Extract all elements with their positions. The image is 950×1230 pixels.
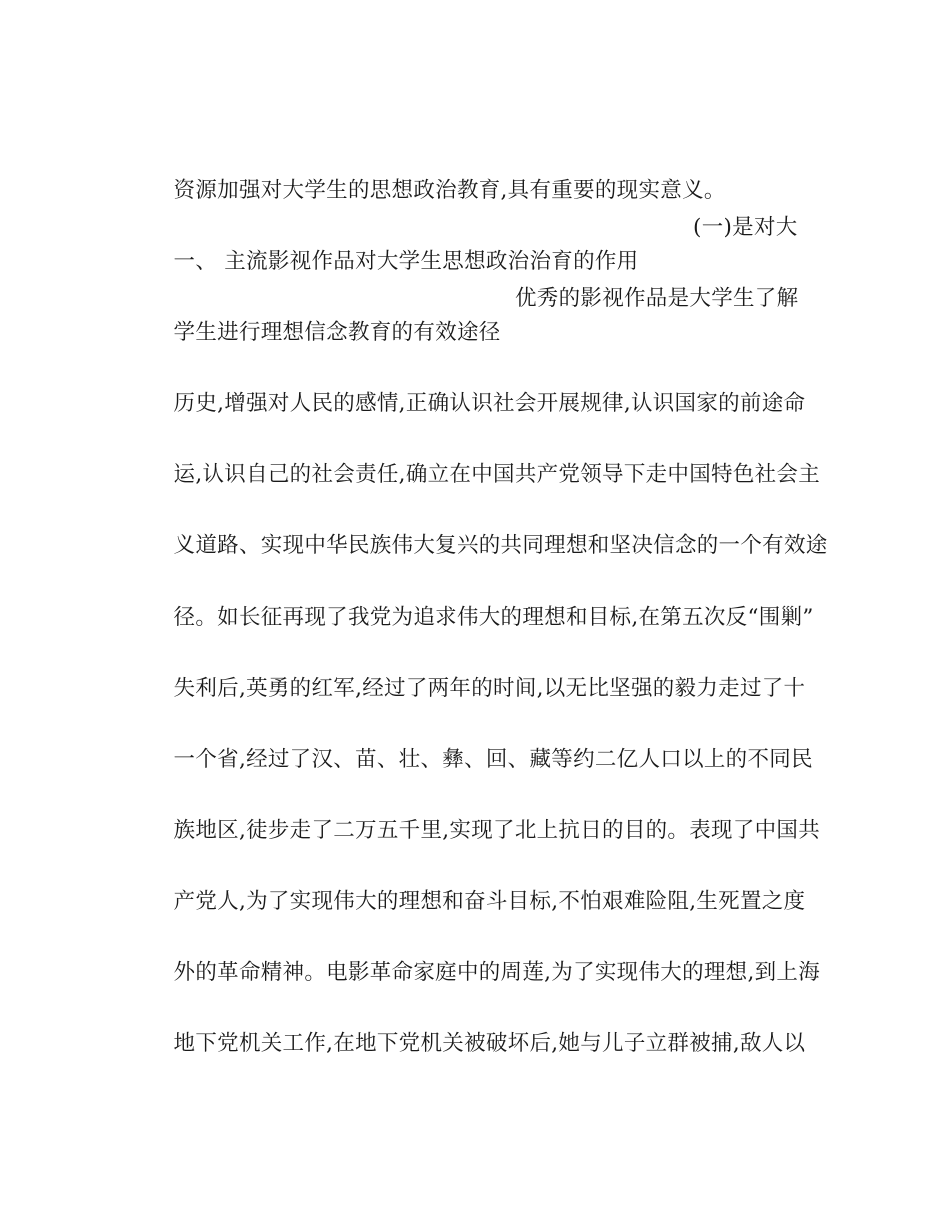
line-text: 资源加强对大学生的思想政治教育,具有重要的现实意义。 <box>173 178 726 203</box>
line-text: 义道路、实现中华民族伟大复兴的共同理想和坚决信念的一个有效途 <box>173 533 828 558</box>
text-line-5 <box>145 424 821 487</box>
text-line-2 <box>145 211 805 274</box>
section-heading-text: 一、 主流影视作品对大学生思想政治治育的作用 <box>173 249 639 274</box>
line-text: 失利后,英勇的红军,经过了两年的时间,以无比坚强的毅力走过了十 <box>173 676 806 701</box>
line-text: 径。如长征再现了我党为追求伟大的理想和目标,在第五次反“围剿” <box>173 605 814 630</box>
line-text: 地下党机关工作,在地下党机关被破坏后,她与儿子立群被捕,敌人以 <box>173 1031 806 1056</box>
text-line-10 <box>145 780 821 843</box>
line-text: 历史,增强对人民的感情,正确认识社会开展规律,认识国家的前途命 <box>173 391 806 416</box>
line-text: 一个省,经过了汉、苗、壮、彝、回、藏等约二亿人口以上的不同民 <box>173 747 813 772</box>
line-text: 族地区,徒步走了二万五千里,实现了北上抗日的目的。表现了中国共 <box>173 818 821 843</box>
line-text: 产党人,为了实现伟大的理想和奋斗目标,不怕艰难险阻,生死置之度 <box>173 889 806 914</box>
text-line-4 <box>145 353 806 416</box>
text-line-12 <box>145 922 821 985</box>
subsection-heading-start: (一)是对大 <box>693 215 798 240</box>
subsection-heading-end: 学生进行理想信念教育的有效途径 <box>173 320 501 345</box>
line-text: 外的革命精神。电影革命家庭中的周莲,为了实现伟大的理想,到上海 <box>173 960 821 985</box>
text-line-9 <box>145 709 813 772</box>
text-line-7 <box>145 567 814 630</box>
text-line-11 <box>145 851 806 914</box>
line-text: 运,认识自己的社会责任,确立在中国共产党领导下走中国特色社会主 <box>173 462 821 487</box>
text-line-1 <box>145 140 805 203</box>
paragraph-start: 优秀的影视作品是大学生了解 <box>515 286 799 311</box>
text-line-6 <box>145 495 828 558</box>
text-line-8 <box>145 638 806 701</box>
text-line-3 <box>145 282 805 345</box>
text-line-13 <box>145 993 806 1056</box>
